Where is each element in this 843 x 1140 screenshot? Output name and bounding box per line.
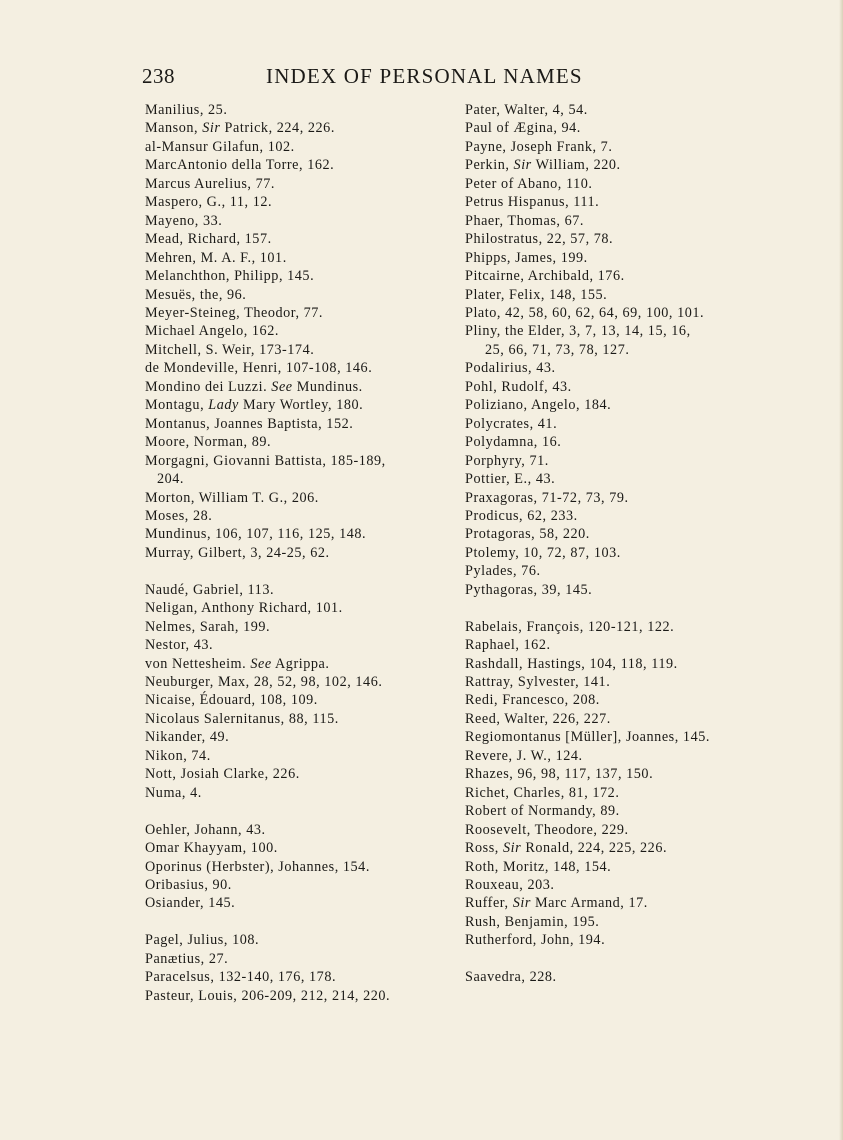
entry-text: Phipps, James, 199. [465,249,588,266]
entry-italic-text: Sir [512,895,531,912]
index-entry [145,378,475,396]
index-entry [465,673,765,691]
index-entry [145,581,475,599]
entry-italic-text: Sir [503,840,522,857]
index-entry [145,304,475,322]
entry-text: 204. [157,471,185,488]
entry-text: Panætius, 27. [145,950,229,967]
index-entry [465,968,765,986]
entry-text: Nott, Josiah Clarke, 226. [145,766,300,783]
entry-text: Naudé, Gabriel, 113. [145,581,275,598]
entry-text: al-Mansur Gilafun, 102. [145,138,295,155]
index-entry [465,765,765,783]
entry-text: Agrippa. [271,655,330,672]
index-entry [145,101,475,119]
entry-text: Nikon, 74. [145,747,211,764]
index-entry [145,525,475,543]
entry-text: Rhazes, 96, 98, 117, 137, 150. [465,766,654,783]
entry-text: Oporinus (Herbster), Johannes, 154. [145,858,370,875]
group-spacer [465,599,765,617]
index-entry [145,839,475,857]
entry-text: Richet, Charles, 81, 172. [465,784,620,801]
index-entry [145,212,475,230]
entry-text: Ronald, 224, 225, 226. [521,840,668,857]
entry-text: Oehler, Johann, 43. [145,821,266,838]
entry-text: Pitcairne, Archibald, 176. [465,268,625,285]
index-entry [465,691,765,709]
entry-text: Neuburger, Max, 28, 52, 98, 102, 146. [145,674,383,691]
entry-text: Ruffer, [465,895,513,912]
index-entry [465,304,765,322]
index-entry [145,987,475,1005]
index-entry [145,267,475,285]
entry-text: Morton, William T. G., 206. [145,489,319,506]
page-edge [839,0,843,1140]
index-entry [465,636,765,654]
index-entry [465,507,765,525]
index-entry [465,230,765,248]
index-entry [145,673,475,691]
index-entry [145,359,475,377]
entry-text: Roosevelt, Theodore, 229. [465,821,629,838]
entry-text: Roth, Moritz, 148, 154. [465,858,612,875]
index-entry [465,525,765,543]
index-entry [145,858,475,876]
index-entry [145,710,475,728]
index-entry [465,433,765,451]
index-entry [465,378,765,396]
index-column-left [145,101,475,1005]
entry-text: Ptolemy, 10, 72, 87, 103. [465,544,621,561]
index-entry [465,470,765,488]
entry-text: Neligan, Anthony Richard, 101. [145,600,343,617]
entry-italic-text: Sir [202,120,221,137]
index-entry [145,396,475,414]
index-entry [145,489,475,507]
index-entry-continuation [465,341,765,359]
index-entry [145,156,475,174]
entry-text: Nestor, 43. [145,637,214,654]
index-entry [465,138,765,156]
index-entry-continuation [145,470,475,488]
entry-text: Saavedra, 228. [465,969,557,986]
entry-text: Moses, 28. [145,507,213,524]
entry-text: Mesuës, the, 96. [145,286,247,303]
entry-text: Phaer, Thomas, 67. [465,212,585,229]
index-entry [145,452,475,470]
entry-text: Mundinus, 106, 107, 116, 125, 148. [145,526,367,543]
index-entry [465,858,765,876]
entry-text: Oribasius, 90. [145,877,232,893]
entry-text: Rattray, Sylvester, 141. [465,674,611,691]
entry-text: Poliziano, Angelo, 184. [465,397,612,414]
entry-text: Mayeno, 33. [145,212,223,229]
entry-text: Redi, Francesco, 208. [465,692,600,709]
entry-text: Pohl, Rudolf, 43. [465,378,572,395]
page-number: 238 [142,64,175,88]
entry-text: William, 220. [531,157,621,174]
entry-text: Perkin, [465,157,514,174]
entry-text: Rouxeau, 203. [465,877,555,894]
index-entry [145,433,475,451]
entry-text: Philostratus, 22, 57, 78. [465,231,614,248]
entry-text: Mary Wortley, 180. [238,397,364,414]
entry-text: Podalirius, 43. [465,360,556,377]
index-column-right [465,101,765,987]
entry-text: Paul of Ægina, 94. [465,120,581,137]
index-entry [145,286,475,304]
entry-text: Manilius, 25. [145,102,228,118]
index-entry [145,507,475,525]
entry-text: Manson, [145,120,203,137]
entry-text: Revere, J. W., 124. [465,747,583,764]
index-entry [145,636,475,654]
entry-text: Omar Khayyam, 100. [145,840,278,857]
entry-text: Marc Armand, 17. [530,895,648,912]
index-entry [145,138,475,156]
index-entry [145,784,475,802]
entry-italic-text: See [271,378,293,395]
index-entry [465,452,765,470]
entry-text: von Nettesheim. [145,655,251,672]
page-header [142,64,622,94]
entry-text: Protagoras, 58, 220. [465,526,590,543]
index-entry [465,747,765,765]
entry-text: Pylades, 76. [465,563,541,580]
entry-text: Mehren, M. A. F., 101. [145,249,287,266]
index-entry [465,821,765,839]
index-entry [145,950,475,968]
index-entry [465,784,765,802]
index-entry [145,249,475,267]
entry-text: MarcAntonio della Torre, 162. [145,157,335,174]
index-entry [465,193,765,211]
index-entry [145,618,475,636]
entry-text: Meyer-Steineg, Theodor, 77. [145,304,324,321]
index-entry [465,101,765,119]
index-entry [465,839,765,857]
entry-text: Ross, [465,840,503,857]
entry-text: Polydamna, 16. [465,434,562,451]
entry-italic-text: See [250,655,272,672]
entry-text: Robert of Normandy, 89. [465,803,620,820]
entry-text: Rutherford, John, 194. [465,932,606,949]
index-entry [465,175,765,193]
index-entry [465,286,765,304]
index-entry [145,415,475,433]
index-entry [465,544,765,562]
entry-text: Pagel, Julius, 108. [145,932,260,949]
entry-text: Rashdall, Hastings, 104, 118, 119. [465,655,678,672]
index-entry [465,119,765,137]
entry-text: Rabelais, François, 120-121, 122. [465,618,675,635]
index-entry [465,913,765,931]
index-entry [145,765,475,783]
index-entry [465,710,765,728]
index-entry [465,489,765,507]
group-spacer [465,950,765,968]
entry-text: Mundinus. [292,378,363,395]
group-spacer [145,913,475,931]
entry-text: Patrick, 224, 226. [220,120,335,137]
entry-text: Regiomontanus [Müller], Joannes, 145. [465,729,710,746]
index-entry [145,931,475,949]
entry-text: Nelmes, Sarah, 199. [145,618,271,635]
entry-text: Numa, 4. [145,784,202,801]
entry-text: Montanus, Joannes Baptista, 152. [145,415,354,432]
entry-text: Murray, Gilbert, 3, 24-25, 62. [145,544,330,561]
entry-text: Plato, 42, 58, 60, 62, 64, 69, 100, 101. [465,304,705,321]
entry-text: Nikander, 49. [145,729,230,746]
entry-text: de Mondeville, Henri, 107-108, 146. [145,360,373,377]
entry-italic-text: Sir [513,157,532,174]
entry-text: Rush, Benjamin, 195. [465,913,600,930]
index-entry [145,894,475,912]
entry-text: Mondino dei Luzzi. [145,378,272,395]
index-entry [145,968,475,986]
index-entry [465,249,765,267]
index-entry [145,655,475,673]
entry-text: Montagu, [145,397,209,414]
index-entry [465,728,765,746]
index-entry [465,562,765,580]
index-entry [145,544,475,562]
entry-text: Melanchthon, Philipp, 145. [145,268,315,285]
entry-text: Marcus Aurelius, 77. [145,175,275,192]
index-entry [465,322,765,340]
group-spacer [145,562,475,580]
entry-text: Raphael, 162. [465,637,551,654]
index-entry [465,876,765,894]
index-entry [145,193,475,211]
index-entry [145,322,475,340]
entry-text: Porphyry, 71. [465,452,549,469]
index-entry [465,415,765,433]
entry-text: Morgagni, Giovanni Battista, 185-189, [145,452,386,469]
entry-text: Mitchell, S. Weir, 173-174. [145,341,315,358]
entry-text: Prodicus, 62, 233. [465,507,578,524]
entry-text: Pater, Walter, 4, 54. [465,102,588,118]
index-entry [145,691,475,709]
index-entry [465,581,765,599]
group-spacer [145,802,475,820]
entry-text: 25, 66, 71, 73, 78, 127. [485,341,630,358]
entry-text: Mead, Richard, 157. [145,231,272,248]
index-entry [145,876,475,894]
entry-text: Pythagoras, 39, 145. [465,581,593,598]
index-entry [465,802,765,820]
entry-text: Paracelsus, 132-140, 176, 178. [145,969,337,986]
index-entry [145,728,475,746]
index-entry [145,341,475,359]
entry-text: Moore, Norman, 89. [145,434,272,451]
index-entry [145,599,475,617]
index-entry [145,175,475,193]
entry-text: Pliny, the Elder, 3, 7, 13, 14, 15, 16, [465,323,691,340]
entry-text: Pottier, E., 43. [465,471,556,488]
index-entry [465,267,765,285]
entry-text: Polycrates, 41. [465,415,558,432]
entry-text: Praxagoras, 71-72, 73, 79. [465,489,629,506]
index-entry [465,655,765,673]
entry-text: Reed, Walter, 226, 227. [465,710,611,727]
index-entry [465,396,765,414]
entry-text: Maspero, G., 11, 12. [145,194,273,211]
index-entry [465,931,765,949]
index-entry [465,212,765,230]
entry-text: Michael Angelo, 162. [145,323,279,340]
entry-text: Nicaise, Édouard, 108, 109. [145,692,318,709]
index-entry [145,119,475,137]
index-entry [465,618,765,636]
running-head: INDEX OF PERSONAL NAMES [266,64,583,88]
entry-italic-text: Lady [208,397,239,414]
entry-text: Peter of Abano, 110. [465,175,593,192]
index-entry [145,821,475,839]
entry-text: Petrus Hispanus, 111. [465,194,600,211]
index-entry [465,156,765,174]
index-entry [465,894,765,912]
index-entry [145,230,475,248]
entry-text: Osiander, 145. [145,895,236,912]
entry-text: Plater, Felix, 148, 155. [465,286,608,303]
entry-text: Nicolaus Salernitanus, 88, 115. [145,710,339,727]
index-entry [465,359,765,377]
entry-text: Payne, Joseph Frank, 7. [465,138,613,155]
index-entry [145,747,475,765]
entry-text: Pasteur, Louis, 206-209, 212, 214, 220. [145,987,391,1004]
